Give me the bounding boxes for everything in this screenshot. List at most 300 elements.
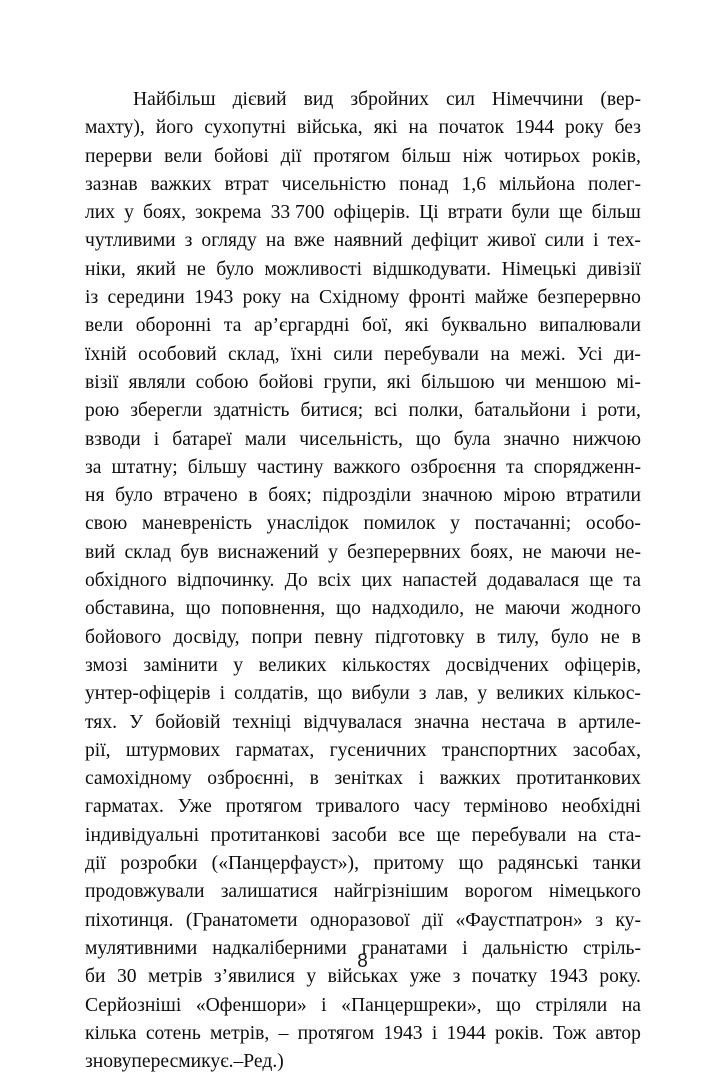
word: би — [85, 966, 106, 988]
word: великих — [258, 654, 327, 676]
word: вид — [303, 89, 334, 110]
word: штатну; — [111, 456, 178, 478]
word: все — [398, 824, 426, 846]
text-line — [85, 652, 641, 680]
word: продовжували — [85, 881, 205, 903]
word: був — [180, 541, 209, 563]
text-line — [85, 595, 641, 623]
word: 33 700 — [270, 202, 325, 224]
word: відчувалася — [303, 711, 402, 733]
word: битися; — [300, 400, 364, 422]
word: рою — [85, 400, 120, 422]
word: та — [223, 315, 242, 337]
word: дії — [85, 853, 106, 875]
text-line — [85, 114, 641, 142]
word: на — [290, 287, 310, 309]
word: у — [450, 513, 460, 535]
word: терміново — [464, 796, 548, 818]
word: його — [155, 117, 194, 139]
word: «Панцершреки», — [341, 994, 482, 1016]
word: зберегли — [130, 400, 203, 422]
text-line — [85, 397, 641, 425]
word: частину — [256, 456, 324, 478]
word: стріляли — [535, 994, 608, 1016]
word: у — [328, 541, 338, 563]
word: їхній — [85, 343, 127, 365]
word: мірою — [503, 485, 556, 507]
word: офіцерів, — [564, 654, 641, 676]
word: Ред.) — [243, 1051, 284, 1073]
word: (вер- — [600, 89, 641, 110]
word: були — [511, 202, 550, 224]
word: Східному — [318, 287, 400, 309]
word: (Гранатомети — [185, 909, 298, 931]
text-line — [85, 312, 641, 340]
word: сили — [544, 230, 585, 252]
body-text-block — [85, 86, 641, 1076]
text-line — [85, 341, 641, 369]
word: наявний — [333, 230, 403, 252]
word: маючи — [504, 598, 561, 620]
word: у — [124, 202, 134, 224]
word: пересмикує. — [131, 1051, 234, 1073]
word: техніці — [232, 711, 292, 733]
word: втрачено — [163, 485, 238, 507]
word: дальністю — [482, 937, 569, 959]
word: років. — [494, 1022, 544, 1044]
word: що — [317, 683, 343, 705]
word: озброєнні, — [207, 768, 295, 790]
word: тях. — [85, 711, 118, 733]
word: озброєння — [410, 456, 497, 478]
word: на — [265, 230, 286, 252]
word: групи, — [323, 371, 377, 393]
word: склад — [124, 541, 172, 563]
text-line — [85, 482, 641, 510]
word: обставина, — [85, 598, 175, 620]
word: являли — [128, 371, 186, 393]
word: чисельність, — [299, 428, 403, 450]
word: бойові — [214, 145, 269, 167]
word: і — [418, 768, 425, 790]
word: метрів, — [210, 1022, 270, 1044]
word: не — [522, 541, 542, 563]
word: уже — [409, 966, 442, 988]
word: 1943 — [548, 966, 588, 988]
word: значна — [414, 711, 470, 733]
word: протитанкових — [516, 768, 641, 790]
word: які — [373, 117, 398, 139]
word: досвіду, — [173, 626, 240, 648]
word: рії, — [85, 739, 111, 761]
word: року. — [599, 966, 641, 988]
word: сил — [445, 89, 475, 110]
word: протягом — [297, 1022, 375, 1044]
word: постачанні; — [474, 513, 572, 535]
word: було — [216, 258, 254, 280]
word: на — [621, 994, 641, 1016]
word: не- — [615, 541, 641, 563]
text-line — [85, 227, 641, 255]
word: та — [506, 456, 524, 478]
word: гарматах, — [235, 739, 315, 761]
word: не — [474, 598, 495, 620]
word: мі- — [616, 371, 641, 393]
word: вели — [85, 315, 124, 337]
word: з — [452, 966, 461, 988]
word: додавалася — [487, 570, 580, 592]
word: жодного — [571, 598, 641, 620]
word: збройних — [350, 89, 429, 110]
word: солдатів, — [234, 683, 309, 705]
word: було — [550, 626, 589, 648]
word: мільйона — [498, 173, 575, 195]
word: дивізії — [587, 258, 641, 280]
word: всі — [374, 400, 398, 422]
word: ворогом — [464, 881, 533, 903]
word: огляду — [201, 230, 257, 252]
text-line — [85, 907, 641, 935]
word: чотирьох — [504, 145, 581, 167]
word: втрати — [447, 202, 503, 224]
word: без — [614, 117, 641, 139]
word: більшу — [187, 456, 247, 478]
text-line — [85, 369, 641, 397]
word: тех- — [607, 230, 641, 252]
word: поповнення, — [221, 598, 326, 620]
word: піхотинця. — [85, 909, 174, 931]
word: року — [242, 287, 282, 309]
word: що — [496, 994, 521, 1016]
word: вий — [85, 541, 116, 563]
word: («Панцерфауст»), — [211, 853, 359, 875]
word: взводи — [85, 428, 141, 450]
word: «Офеншори» — [195, 994, 307, 1016]
word: виснажений — [217, 541, 319, 563]
word: боях; — [268, 485, 312, 507]
word: не — [600, 626, 620, 648]
word: тривалого — [315, 796, 400, 818]
word: перерви — [85, 145, 153, 167]
word: середини — [107, 287, 185, 309]
word: особо- — [585, 513, 641, 535]
word: чисельністю — [281, 173, 387, 195]
word: і — [431, 1022, 438, 1044]
word: дії — [280, 145, 302, 167]
word: ще — [558, 202, 583, 224]
word: ще — [589, 570, 614, 592]
word: безперервно — [537, 287, 641, 309]
word: сотень — [145, 1022, 201, 1044]
word: що — [185, 598, 211, 620]
word: ку- — [615, 909, 641, 931]
word: протитанкові — [210, 824, 321, 846]
word: певну — [314, 626, 364, 648]
word: Серйозніші — [85, 994, 182, 1016]
word: ніж — [462, 145, 493, 167]
word: меншою — [535, 371, 607, 393]
text-line — [85, 171, 641, 199]
word: свою — [85, 513, 128, 535]
word: бойового — [85, 626, 162, 648]
word: Тож — [552, 1022, 587, 1044]
word: артиле- — [578, 711, 641, 733]
word: більш — [591, 202, 641, 224]
word: випалювали — [539, 315, 641, 337]
word: з’явилися — [213, 966, 295, 988]
word: майже — [474, 287, 529, 309]
word: і — [581, 400, 587, 422]
word: сили — [333, 343, 373, 365]
word: зокрема — [195, 202, 262, 224]
word: в — [476, 626, 486, 648]
word: року — [565, 117, 604, 139]
word: засоби — [331, 824, 388, 846]
word: гусеничних — [329, 739, 427, 761]
word: склад, — [228, 343, 280, 365]
text-line — [85, 454, 641, 482]
word: втрат — [224, 173, 269, 195]
text-line — [85, 1048, 641, 1076]
word: досвідчених — [445, 654, 549, 676]
word: кількостях — [342, 654, 431, 676]
word: і — [462, 937, 468, 959]
word: безперервних — [347, 541, 461, 563]
word: у — [477, 683, 488, 705]
word: ар’єргардні — [254, 315, 350, 337]
word: більшою — [421, 371, 495, 393]
word: бойовій — [155, 711, 221, 733]
word: які — [386, 371, 411, 393]
word: необхідні — [561, 796, 641, 818]
word: з — [418, 683, 427, 705]
word: ста- — [608, 824, 641, 846]
word: штурмових — [125, 739, 221, 761]
word: важких — [150, 173, 212, 195]
word: у — [233, 654, 244, 676]
word: особовий — [137, 343, 217, 365]
word: всіх — [318, 570, 352, 592]
word: початок — [438, 117, 504, 139]
word: роти, — [597, 400, 641, 422]
word: важких — [439, 768, 501, 790]
word: протягом — [225, 796, 303, 818]
word: нижчою — [572, 428, 641, 450]
word: сухопутні — [204, 117, 287, 139]
word: транспортних — [441, 739, 558, 761]
word: і — [593, 230, 599, 252]
word: унаслідок — [266, 513, 349, 535]
word: боях, — [142, 202, 187, 224]
word: мулятивними — [85, 937, 198, 959]
word: надходило, — [371, 598, 465, 620]
word: Німеччини — [491, 89, 584, 110]
word: років, — [592, 145, 641, 167]
word: значно — [503, 428, 560, 450]
word: німецького — [548, 881, 641, 903]
word: чи — [504, 371, 526, 393]
word: собою — [195, 371, 249, 393]
word: зенітках — [334, 768, 404, 790]
word: було — [115, 485, 153, 507]
text-line — [85, 737, 641, 765]
word: залишатися — [220, 881, 318, 903]
word: тилу, — [497, 626, 540, 648]
word: які — [404, 315, 429, 337]
word: Уже — [177, 796, 212, 818]
word: оборонні — [135, 315, 212, 337]
word: найгрізнішим — [333, 881, 449, 903]
word: гранатами — [361, 937, 448, 959]
word: в — [309, 768, 319, 790]
text-line — [85, 878, 641, 906]
word: фронті — [408, 287, 466, 309]
word: важкого — [333, 456, 401, 478]
word: кілька — [85, 1022, 137, 1044]
word: понад — [399, 173, 449, 195]
text-line — [85, 426, 641, 454]
word: відпочинку. — [177, 570, 275, 592]
word: напастей — [402, 570, 477, 592]
word: зазнав — [85, 173, 138, 195]
word: Найбільш — [133, 89, 216, 110]
word: знову — [85, 1051, 132, 1073]
word: війська, — [297, 117, 363, 139]
word: «Фаустпатрон» — [455, 909, 583, 931]
word: початку — [471, 966, 538, 988]
word: вели — [164, 145, 203, 167]
word: на — [408, 117, 428, 139]
text-line — [85, 709, 641, 737]
text-line — [85, 256, 641, 284]
text-line — [85, 199, 641, 227]
word: більш — [401, 145, 451, 167]
word: ня — [85, 485, 105, 507]
text-line — [85, 624, 641, 652]
word: надкаліберними — [212, 937, 347, 959]
word: можливості — [264, 258, 363, 280]
word: в — [248, 485, 258, 507]
word: в — [557, 711, 567, 733]
text-line — [85, 992, 641, 1020]
word: була — [453, 428, 491, 450]
word: бої, — [362, 315, 393, 337]
word: дії — [422, 909, 444, 931]
text-line — [85, 850, 641, 878]
word: спорядженн- — [533, 456, 641, 478]
word: живої — [487, 230, 536, 252]
word: Німецькі — [501, 258, 577, 280]
word: перебували — [471, 824, 567, 846]
text-line — [85, 1020, 641, 1048]
word: протягом — [313, 145, 390, 167]
word: батареї — [172, 428, 232, 450]
word: боях, — [470, 541, 514, 563]
word: обхідного — [85, 570, 167, 592]
word: не — [186, 258, 206, 280]
word: нестача — [481, 711, 546, 733]
word: цих — [361, 570, 393, 592]
word: і — [219, 683, 226, 705]
word: підготовку — [375, 626, 465, 648]
word: вибули — [351, 683, 410, 705]
word: автор — [595, 1022, 641, 1044]
word: що — [458, 853, 484, 875]
word: що — [336, 598, 361, 620]
word: військах — [327, 966, 399, 988]
word: помилок — [363, 513, 436, 535]
word: засобах, — [572, 739, 641, 761]
word: дефіцит — [411, 230, 479, 252]
word: радянські — [497, 853, 579, 875]
word: – — [278, 1022, 289, 1044]
word: у — [306, 966, 317, 988]
word: 1943 — [383, 1022, 423, 1044]
word: ди- — [613, 343, 641, 365]
word: Ці — [419, 202, 439, 224]
word: і — [321, 994, 327, 1016]
word: 1,6 — [461, 173, 486, 195]
word: що — [415, 428, 441, 450]
word: і — [153, 428, 160, 450]
word: ще — [436, 824, 461, 846]
word: за — [85, 456, 102, 478]
word: та — [623, 570, 641, 592]
text-line — [85, 284, 641, 312]
word: самохідному — [85, 768, 192, 790]
word: перебували — [384, 343, 479, 365]
word: вже — [294, 230, 325, 252]
word: індивідуальні — [85, 824, 200, 846]
text-line — [85, 822, 641, 850]
page-number: 8 — [357, 951, 368, 972]
word: в — [631, 626, 641, 648]
word: У — [129, 711, 144, 733]
word: дієвий — [232, 89, 287, 110]
word: попри — [251, 626, 303, 648]
word: махту), — [85, 117, 145, 139]
word: маючи — [550, 541, 607, 563]
word: полег- — [587, 173, 641, 195]
text-line — [85, 567, 641, 595]
text-line — [85, 539, 641, 567]
word: танки — [592, 853, 641, 875]
word: великих — [496, 683, 565, 705]
word: офіцерів. — [333, 202, 411, 224]
word: унтер-офіцерів — [85, 683, 211, 705]
word: метрів — [148, 966, 203, 988]
word: 30 — [116, 966, 137, 988]
text-line — [85, 680, 641, 708]
text-line — [85, 143, 641, 171]
word: 1944 — [514, 117, 555, 139]
word: їхні — [290, 343, 323, 365]
word: кількос- — [573, 683, 641, 705]
word: притому — [373, 853, 445, 875]
text-line — [85, 510, 641, 538]
word: підрозділи — [322, 485, 412, 507]
word: з — [595, 909, 603, 931]
word: маневреність — [141, 513, 252, 535]
word: відшкодувати. — [372, 258, 492, 280]
word: розробки — [120, 853, 198, 875]
word: мали — [244, 428, 287, 450]
word: батальйони — [474, 400, 571, 422]
word: із — [85, 287, 99, 309]
word: буквально — [441, 315, 527, 337]
word: Усі — [577, 343, 603, 365]
word: лав, — [435, 683, 469, 705]
